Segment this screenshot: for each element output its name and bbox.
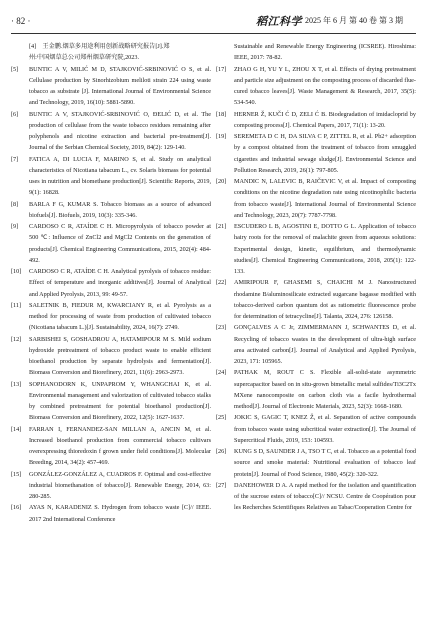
- reference-text: MANDIC N, LALEVIC B, RAIČEVIC V, et al. Impact of composting conditions on the nicotine degradation rate using nicotinophilic bacteria from tobacco waste[J]. International Journal of Environmental Science and Technology, 2023, 20(7): 7787-7798.: [234, 178, 416, 219]
- reference-item: [11, 502, 211, 525]
- reference-text: DANEHOWER D A. A rapid method for the isolation and quantification of the sucrose esters of tobacco[C]// NCSU. Centre de Coopération pour les Recherches Scientifiques Relatives au Tabac/Cooperation Centre for: [234, 481, 416, 512]
- left-column: [11, 41, 211, 525]
- reference-item: [216, 109, 416, 132]
- reference-text: SEREMETA D C H, DA SILVA C P, ZITTEL R, et al. Pb2+ adsorption by a compost obtained from the treatment of tobacco from smuggled cigarettes and industrial sewage sludge[J]. Environmental Science and Pollution Research, 2019, 26(1): 797-805.: [234, 133, 416, 174]
- reference-item: [11, 199, 211, 222]
- header-rule: [11, 33, 416, 34]
- reference-item: [216, 41, 416, 64]
- reference-number: [18]: [216, 110, 227, 118]
- reference-number: [23]: [216, 324, 227, 332]
- reference-text: AMIRIPOUR F, GHASEMI S, CHAICHI M J. Nanostructured rhodamine B/aluminosilicate extracted sugarcane bagasse modified with tobacco-derived carbon quantum dot as ratiometric fluorescence probe for determination of tetracycline[J]. Talanta, 2024, 276: 126158.: [234, 279, 416, 320]
- reference-number: [21]: [216, 223, 227, 230]
- reference-text: CARDOSO C R, ATAÍDE C H. Analytical pyrolysis of tobacco residue: Effect of temperature and inorganic additives[J]. Journal of Analytical and Applied Pyrolysis, 2013, 99: 49-57.: [29, 268, 211, 298]
- reference-item: [11, 469, 211, 503]
- reference-number: [22]: [216, 279, 227, 287]
- reference-text: GONÇALVES A C Jr, ZIMMERMANN J, SCHWANTES D, et al. Recycling of tobacco wastes in the development of ultra-high surface area activated carbon[J]. Journal of Analytical and Applied Pyrolysis, 2023, 171: 105965.: [234, 324, 416, 365]
- reference-item: [216, 131, 416, 176]
- reference-text: CARDOSO C R, ATAÍDE C H. Micropyrolysis of tobacco powder at 500 ℃: Influence of ZnCl2 and MgCl2 Contents on the generation of products[J]. Chemical Engineering Communications, 2015, 202(4): 484-492.: [29, 223, 211, 264]
- reference-item: [11, 221, 211, 266]
- reference-item: [216, 64, 416, 109]
- reference-number: [8]: [11, 200, 19, 208]
- reference-text: SARBISHEI S, GOSHADROU A, HATAMIPOUR M S. Mild sodium hydroxide pretreatment of tobacco product waste to enable efficient bioethanol production by separate hydrolysis and fermentation[J]. Biomass Conversion and Biorefinery, 2021, 11(6): 2963-2973.: [29, 335, 211, 377]
- reference-item: [216, 277, 416, 322]
- reference-number: [20]: [216, 178, 227, 185]
- reference-item: [216, 446, 416, 480]
- reference-number: [27]: [216, 481, 227, 489]
- reference-number: [11]: [11, 301, 22, 309]
- reference-item: [216, 176, 416, 221]
- reference-item: [216, 412, 416, 446]
- reference-item: [11, 334, 211, 379]
- reference-number: [19]: [216, 133, 227, 140]
- reference-text: PATHAK M, ROUT C S. Flexible all-solid-state asymmetric supercapacitor based on in situ-grown bimetallic metal sulfides/Ti3C2Tx MXene nanocomposite on carbon cloth via a facile hydrothermal method[J]. Journal of Electronic Materials, 2023, 52(3): 1668-1680.: [234, 369, 416, 410]
- reference-number: [9]: [11, 223, 19, 230]
- reference-text: SOPHANODORN K, UNPAPROM Y, WHANGCHAI K, et al. Environmental management and valorization of cultivated tobacco stalks by combined pretreatment for potential bioethanol production[J]. Biomass Conversion and Biorefinery, 2022, 12(5): 1627-1637.: [29, 380, 211, 422]
- reference-number: [25]: [216, 414, 227, 422]
- reference-item: [216, 221, 416, 277]
- reference-text: ZHAO G H, YU Y L, ZHOU X T, et al. Effects of drying pretreatment and particle size adjustment on the composting process of discarded flue-cured tobacco leaves[J]. Waste Management & Research, 2017, 35(5): 534-540.: [234, 65, 416, 107]
- reference-item: [216, 322, 416, 367]
- reference-item: [216, 367, 416, 412]
- reference-item: [11, 266, 211, 300]
- reference-number: [14]: [11, 425, 22, 433]
- reference-item: [11, 64, 211, 109]
- reference-text: JOKIC S, GAGIC T, KNEZ Ž, et al. Separation of active compounds from tobacco waste using subcritical water extraction[J]. The Journal of Supercritical Fluids, 2019, 153: 104593.: [234, 414, 416, 444]
- reference-number: [6]: [11, 110, 19, 118]
- reference-text: BUNTIC A V, STAJKOVIĆ-SRBINOVIĆ O, ĐELIĆ D, et al. The production of cellulase from the waste tobacco residues remaining after polyphenols and nicotine extraction and bacterial pre-treatment[J]. Journal of the Serbian Chemical Society, 2019, 84(2): 129-140.: [29, 110, 211, 152]
- reference-text: FATICA A, DI LUCIA F, MARINO S, et al. Study on analytical characteristics of Nicotiana tabacum L., cv. Solaris biomass for potential uses in nutrition and biomethane production[J]. Scientific Reports, 2019, 9(1): 16828.: [29, 155, 211, 197]
- reference-text: ESCUDERO L B, AGOSTINI E, DOTTO G L. Application of tobacco hairy roots for the removal of malachite green from aqueous solutions: Experimental design, kinetic, equilibrium, and thermodynamic studies[J]. Chemical Engineering Communications, 2018, 205(1): 122-133.: [234, 223, 416, 275]
- reference-number: [24]: [216, 369, 227, 377]
- reference-number: [15]: [11, 470, 22, 478]
- reference-item: [11, 41, 211, 52]
- reference-number: [5]: [11, 65, 19, 73]
- reference-number: [12]: [11, 335, 22, 343]
- reference-text: FARRAN I, FERNANDEZ-SAN MILLAN A, ANCIN M, et al. Increased bioethanol production from commercial tobacco cultivars overexpressing thioredoxin f grown under field conditions[J]. Molecular Breeding, 2014, 34(2): 457-469.: [29, 425, 211, 467]
- reference-item: [11, 379, 211, 424]
- reference-number: [13]: [11, 380, 22, 388]
- page-number: · 82 ·: [11, 16, 31, 26]
- reference-number: [17]: [216, 65, 227, 73]
- reference-text: GONZÁLEZ-GONZÁLEZ A, CUADROS F. Optimal and cost-effective industrial biomethanation of tobacco[J]. Renewable Energy, 2014, 63: 280-285.: [29, 470, 211, 500]
- reference-number: [26]: [216, 448, 227, 455]
- issue-info: 2025 年 6 月 第 40 卷 第 3 期: [305, 16, 403, 25]
- reference-text: AYAS N, KARADENIZ S. Hydrogen from tobacco waste [C]// IEEE. 2017 2nd International Conference: [29, 504, 211, 523]
- reference-item: [11, 424, 211, 469]
- reference-text: KUNG S D, SAUNDER J A, TSO T C, et al. Tobacco as a potential food source and smoke material: Nutritional evaluation of tobacco leaf protein[J]. Journal of Food Science, 1980, 45(2): 320-322.: [234, 448, 416, 478]
- reference-number: [7]: [11, 155, 19, 163]
- reference-number: [16]: [11, 504, 22, 512]
- page-header: [0, 0, 427, 36]
- reference-item: [11, 109, 211, 154]
- reference-text: SALETNIK B, FIEDUR M, KWARCIANY R, et al. Pyrolysis as a method for processing of waste from production of cultivated tobacco (Nicotiana tabacum L.)[J]. Sustainability, 2024, 16(7): 2749.: [29, 301, 211, 332]
- right-column: [216, 41, 416, 514]
- reference-item: [11, 300, 211, 334]
- reference-text: [4] 王金鹏.烟草多用途利用创新战略研究报告[J].郑: [29, 43, 170, 50]
- reference-text: HERNER Ž, KUČI Ć D, ZELI Ć B. Biodegradation of imidacloprid by composting process[J]. Chemical Papers, 2017, 71(1): 13-20.: [234, 110, 416, 129]
- journal-logo: 稻江科学: [256, 16, 302, 28]
- reference-item: [216, 480, 416, 514]
- reference-item: [11, 52, 211, 63]
- reference-number: [10]: [11, 268, 22, 275]
- reference-text: BUNTIC A V, MILIĆ M D, STAJKOVIĆ-SRBINOVIĆ O S, et al. Cellulase production by Sinorhizobium meliloti strain 224 using waste tobacco as substrate [J]. International Journal of Environmental Science and Technology, 2019, 16(10): 5881-5890.: [29, 65, 211, 107]
- reference-text: 州:中国烟草总公司郑州烟草研究院,2023.: [29, 54, 139, 62]
- reference-text: BARLA F G, KUMAR S. Tobacco biomass as a source of advanced biofuels[J]. Biofuels, 2019, 10(3): 335-346.: [29, 200, 211, 219]
- reference-text: Sustainable and Renewable Energy Engineering (ICSREE). Hiroshima: IEEE, 2017: 78-82.: [234, 43, 416, 62]
- reference-item: [11, 154, 211, 199]
